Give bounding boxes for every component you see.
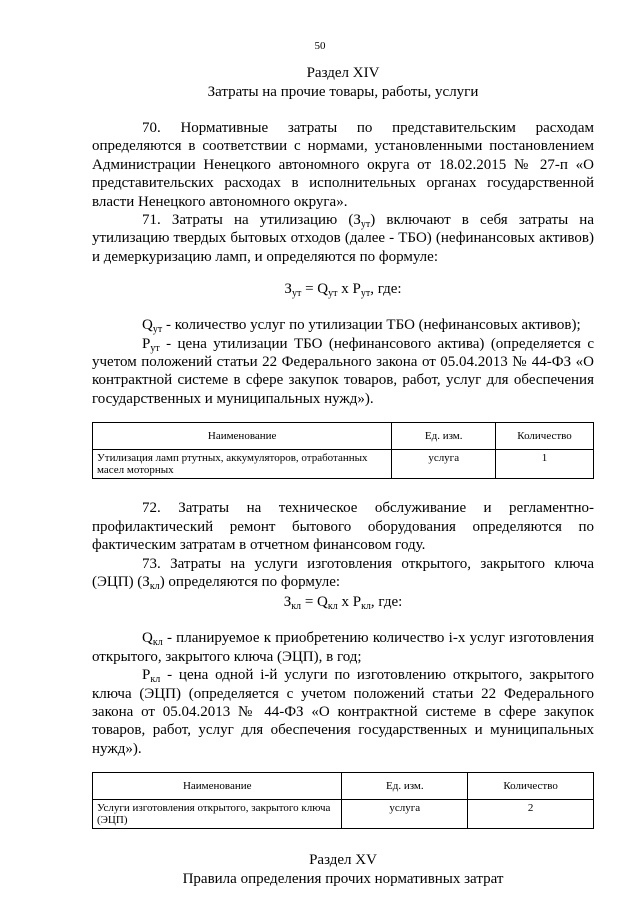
cell-quantity: 1 <box>496 450 594 479</box>
paragraph-70: 70. Нормативные затраты по представительским расходам определяются в соответствии с нормами, установленными постановлением Администрации Ненецкого автономного округа от 18.02.2015 № 27-п «О представительских расходах в исполнительных органах государственной власти Ненецкого автономного округа». <box>92 120 594 210</box>
paragraph-72: 72. Затраты на техническое обслуживание и регламентно-профилактический ремонт бытового оборудования определяются по фактическим затратам в отчетном финансовом году. <box>92 500 594 554</box>
definition-73-q: $Q_{кл}$ - планируемое к приобретению количество i-х услуг изготовления открытого, закрытого ключа (ЭЦП), в год; <box>92 630 594 665</box>
table-row <box>93 450 594 479</box>
header-quantity: Количество <box>468 773 594 800</box>
header-quantity: Количество <box>496 423 594 450</box>
definition-71-q: $Q_{ут}$ - количество услуг по утилизации ТБО (нефинансовых активов); <box>142 317 581 336</box>
page-number: 50 <box>314 40 326 52</box>
cell-unit: услуга <box>392 450 496 479</box>
cell-unit: услуга <box>342 800 468 829</box>
cell-name: Услуги изготовления открытого, закрытого ключа (ЭЦП) <box>93 800 342 829</box>
document-body <box>92 64 594 889</box>
table-header-row <box>93 423 594 450</box>
table-disposal <box>92 422 594 479</box>
section-14-title: Раздел XIV <box>306 65 380 81</box>
formula-71: $З_{ут} = Q_{ут}$ x $P_{ут}$, где: <box>284 281 402 300</box>
definition-73-p: $P_{кл}$ - цена одной i-й услуги по изготовлению открытого, закрытого ключа (ЭЦП) (определяется с учетом положений статьи 22 Федерального закона от 05.04.2013 № 44-ФЗ «О контрактной системе в сфере закупок товаров, работ, услуг для обеспечения государственных и муниципальных нужд»). <box>92 667 594 757</box>
header-name: Наименование <box>93 423 392 450</box>
header-unit: Ед. изм. <box>392 423 496 450</box>
section-15-title: Раздел XV <box>309 852 377 869</box>
table-key-services <box>92 772 594 829</box>
paragraph-71: 71. Затраты на утилизацию $(З_{ут})$ включают в себя затраты на утилизацию твердых бытовых отходов (далее - ТБО) (нефинансовых активов) и демеркуризацию ламп, и определяются по формуле: <box>92 212 594 265</box>
section-15-subtitle: Правила определения прочих нормативных затрат <box>182 871 504 888</box>
table-row <box>93 800 594 829</box>
paragraph-73: 73. Затраты на услуги изготовления открытого, закрытого ключа (ЭЦП) $(З_{кл})$ определяются по формуле: <box>92 555 594 592</box>
formula-73: $З_{кл} = Q_{кл}$ x $P_{кл}$, где: <box>283 594 403 613</box>
cell-quantity: 2 <box>468 800 594 829</box>
definition-71-p: $P_{ут}$ - цена утилизации ТБО (нефинансового актива) (определяется с учетом положений статьи 22 Федерального закона от 05.04.2013 № 44-ФЗ «О контрактной системе в сфере закупок товаров, работ, услуг для обеспечения государственных и муниципальных нужд»). <box>92 335 594 407</box>
table-header-row <box>93 773 594 800</box>
header-unit: Ед. изм. <box>342 773 468 800</box>
header-name: Наименование <box>93 773 342 800</box>
section-14-subtitle: Затраты на прочие товары, работы, услуги <box>207 84 479 100</box>
cell-name: Утилизация ламп ртутных, аккумуляторов, отработанных масел моторных <box>93 450 392 479</box>
